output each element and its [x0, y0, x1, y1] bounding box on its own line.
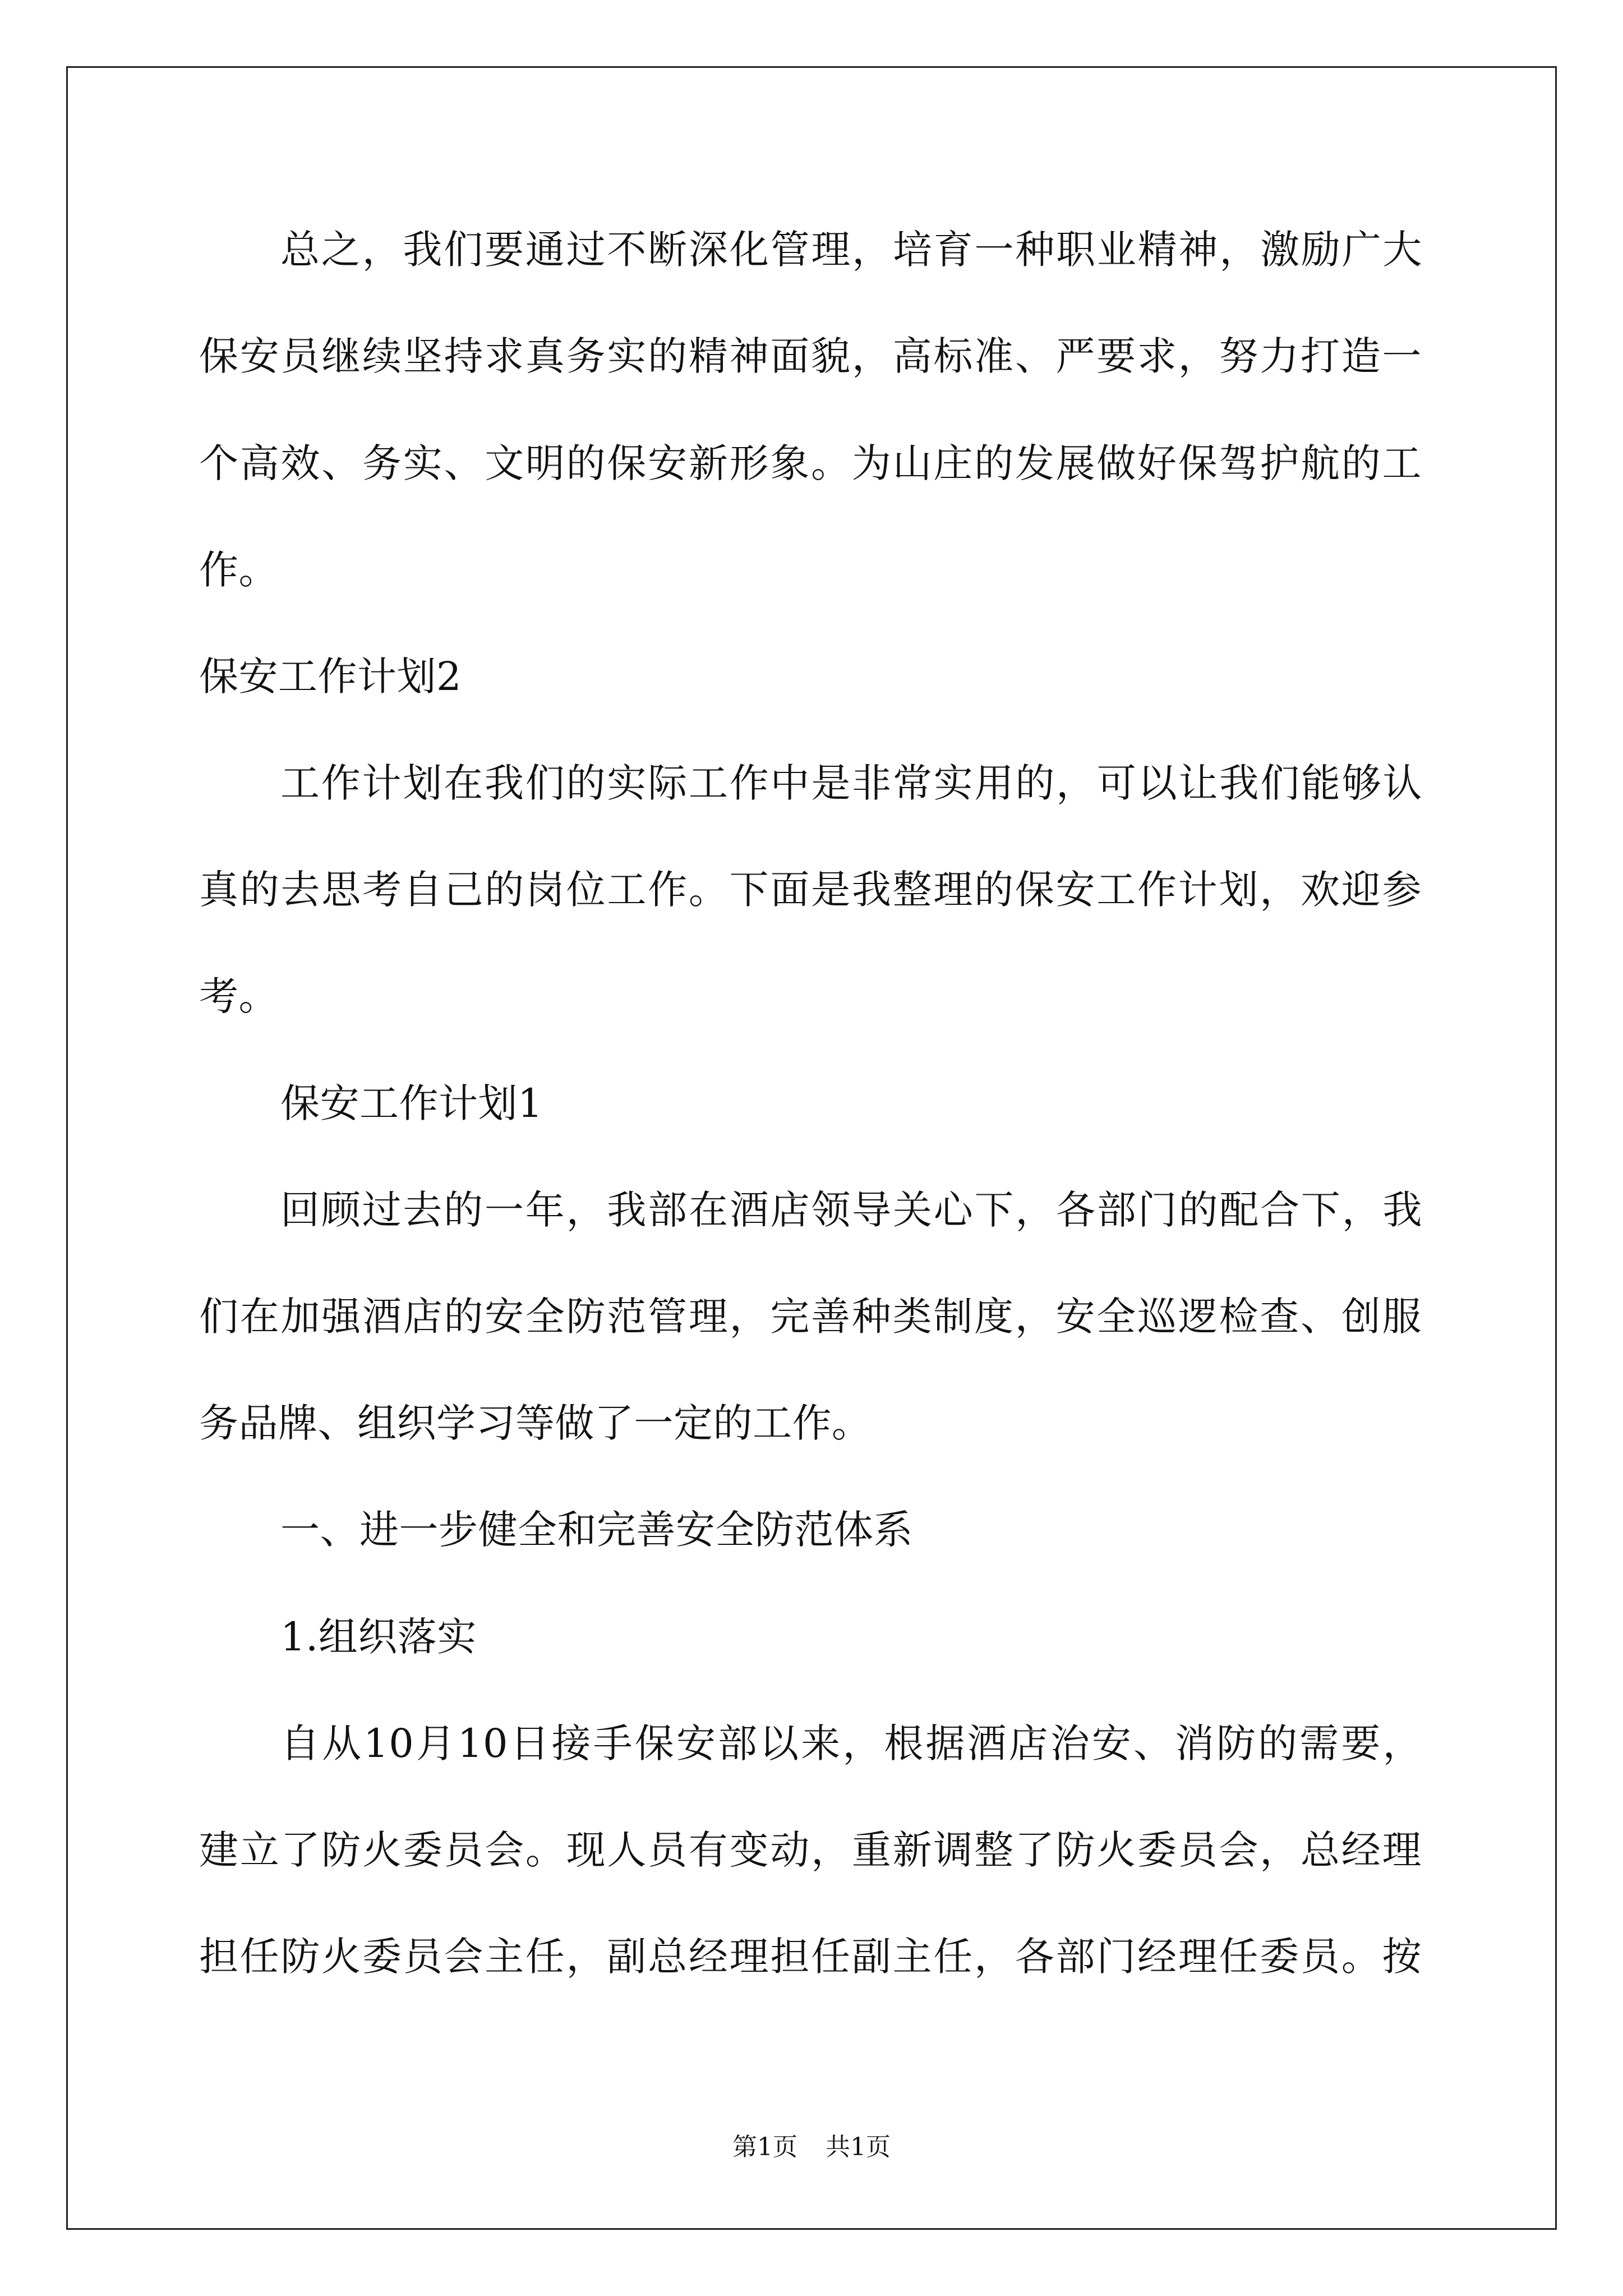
page-number-total: 共1页 [826, 2133, 891, 2161]
paragraph-org-line-1: 自从10月10日接手保安部以来，根据酒店治安、消防的需要， [280, 1720, 1422, 1766]
paragraph-review-line-2: 们在加强酒店的安全防范管理，完善种类制度，安全巡逻检查、创服 [199, 1294, 1422, 1340]
page-footer [0, 2135, 1623, 2160]
paragraph-1-line-2: 保安员继续坚持求真务实的精神面貌，高标准、严要求，努力打造一 [199, 333, 1422, 379]
heading-plan-2: 保安工作计划2 [199, 654, 462, 700]
page-number-current: 第1页 [732, 2133, 797, 2161]
paragraph-review-line-1: 回顾过去的一年，我部在酒店领导关心下，各部门的配合下，我 [280, 1187, 1422, 1233]
paragraph-org-line-3: 担任防火委员会主任，副总经理担任副主任，各部门经理任委员。按 [199, 1934, 1422, 1980]
paragraph-org-line-2: 建立了防火委员会。现人员有变动，重新调整了防火委员会，总经理 [199, 1827, 1422, 1873]
heading-plan-1: 保安工作计划1 [280, 1080, 543, 1126]
subsection-1-heading: 1.组织落实 [280, 1614, 477, 1660]
paragraph-1-line-3: 个高效、务实、文明的保安新形象。为山庄的发展做好保驾护航的工 [199, 440, 1422, 486]
paragraph-1-line-1: 总之，我们要通过不断深化管理，培育一种职业精神，激励广大 [280, 227, 1422, 273]
paragraph-intro-line-2: 真的去思考自己的岗位工作。下面是我整理的保安工作计划，欢迎参 [199, 867, 1422, 913]
paragraph-intro-line-1: 工作计划在我们的实际工作中是非常实用的，可以让我们能够认 [280, 760, 1422, 806]
paragraph-review-line-3: 务品牌、组织学习等做了一定的工作。 [199, 1400, 872, 1446]
paragraph-1-line-4: 作。 [199, 547, 278, 593]
page-border [66, 66, 1557, 2230]
paragraph-intro-line-3: 考。 [199, 973, 278, 1019]
section-1-heading: 一、进一步健全和完善安全防范体系 [280, 1507, 913, 1553]
